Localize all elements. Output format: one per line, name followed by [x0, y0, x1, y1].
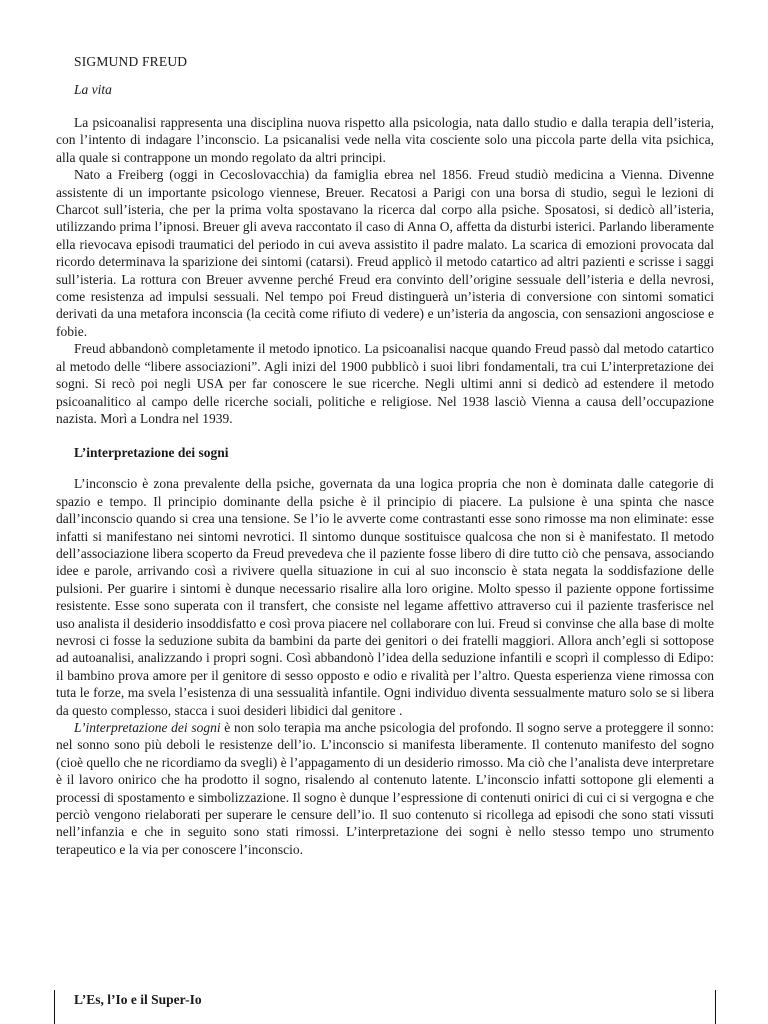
paragraph: La psicoanalisi rappresenta una disciplina nuova rispetto alla psicologia, nata dallo studio e dalla terapia dell’isteria, con l’intento di indagare l’inconscio. La psicanalisi vede nella vita cosciente solo una piccola parte della vita psichica, alla quale si contrappone un mondo regolato da altri principi.	[56, 115, 714, 165]
paragraph-text: è non solo terapia ma anche psicologia del profondo. Il sogno serve a proteggere il sonno: nel sonno sono più deboli le resistenze dell’io. L’inconscio si manifesta liberamente. Il contenuto manifesto del sogno (cioè quello che ne ricordiamo da svegli) è l’appagamento di un desiderio rimosso. Ma ciò che l’analista deve interpretare è il lavoro onirico che ha prodotto il sogno, risalendo al contenuto latente. L’inconscio infatti sottopone gli elementi a processi di spostamento e simbolizzazione. Il sogno è dunque l’espressione di contenuti onirici di cui ci si vergogna e che perciò vengono rielaborati per superare le censure dell’io. Il suo contenuto si ricollega ad episodi che sono stati vissuti nell’infanzia e che in seguito sono stati rimossi. L’interpretazione dei sogni è nello stesso tempo uno strumento terapeutico e la via per conoscere l’inconscio.	[56, 720, 714, 857]
section-interpretazione-body	[56, 475, 714, 858]
paragraph	[56, 719, 714, 858]
frame-left-rule	[54, 990, 55, 1024]
author-title: SIGMUND FREUD	[74, 54, 188, 69]
paragraph: Freud abbandonò completamente il metodo ipnotico. La psicoanalisi nacque quando Freud passò dal metodo catartico al metodo delle “libere associazioni”. Agli inizi del 1900 pubblicò i suoi libri fondamentali, tra cui L’interpretazione dei sogni. Si recò poi negli USA per far conoscere le sue ricerche. Negli ultimi anni si dedicò ad estendere il metodo psicoanalitico al campo delle ricerche sociali, politiche e religiose. Nel 1938 lasciò Vienna a causa dell’occupazione nazista. Morì a Londra nel 1939.	[56, 341, 714, 426]
paragraph: L’inconscio è zona prevalente della psiche, governata da una logica propria che non è dominata dalle categorie di spazio e tempo. Il principio dominante della psiche è il principio di piacere. La pulsione è una spinta che nasce dall’inconscio quando si crea una tensione. Se l’io le avverte come contrastanti esse sono rimosse ma non eliminate: esse infatti si manifestano nei sintomi nevrotici. Il sintomo dunque sostituisce qualcosa che non si è manifestato. Il metodo dell’associazione libera scoperto da Freud prevedeva che il paziente fosse libero di dire tutto ciò che pensava, associando idee e parole, arrivando così a rivivere quella situazione in cui al suo inconscio è stata negata la soddisfazione delle pulsioni. Per guarire i sintomi è dunque necessario risalire alla loro origine. Molto spesso il paziente oppone fortissime resistente. Esse sono superata con il transfert, che consiste nel legame affettivo attraverso cui il paziente trasferisce nel uso analista il desiderio insoddisfatto e così prova piacere nel collaborare con lui. Freud si convinse che alla base di molte nevrosi ci fosse la seduzione subita da bambini da parte dei genitori o dei fratelli maggiori. Allora anch’egli si sottopose ad autoanalisi, analizzando i propri sogni. Così abbandonò l’idea della seduzione infantili e scoprì il complesso di Edipo: il bambino prova amore per il genitore di sesso opposto e odio e rivalità per l’altro. Questa esperienza viene rimossa con tuta le forze, ma svela l’esistenza di una sessualità infantile. Ogni individuo diventa sessualmente maturo solo se si libera da questo complesso, stacca i suoi desideri libidici dal genitore .	[56, 476, 714, 718]
frame-right-rule	[715, 990, 716, 1024]
paragraph: Nato a Freiberg (oggi in Cecoslovacchia) da famiglia ebrea nel 1856. Freud studiò medicina a Vienna. Divenne assistente di un importante psicologo viennese, Breuer. Recatosi a Parigi con una borsa di studio, seguì le lezioni di Charcot sull’isteria, che per la prima volta spostavano la ricerca dal corpo alla psiche. Sposatosi, si dedicò all’isteria, utilizzando prima l’ipnosi. Breuer gli aveva raccontato il caso di Anna O, affetta da disturbi isterici. Parlando liberamente ella rievocava episodi traumatici del periodo in cui aveva assistito il padre malato. La scarica di emozioni provocata dal ricordo determinava la sparizione dei sintomi (catarsi). Freud applicò il metodo catartico ad altri pazienti e scrisse i saggi sull’isteria. La rottura con Breuer avvenne perché Freud era convinto dell’origine sessuale dell’isteria e della nevrosi, come resistenza ad impulsi sessuali. Nel tempo poi Freud distinguerà un’isteria di conversione con sintomi somatici derivati da una metafora inconscia (la cecità come rifiuto di vedere) e un’isteria da angoscia, con sensazioni angosciose e fobie.	[56, 167, 714, 339]
book-title-italic: L’interpretazione dei sogni	[74, 720, 221, 735]
next-section-frame	[54, 990, 716, 1024]
section-title-interpretazione: L’interpretazione dei sogni	[74, 445, 229, 461]
section-la-vita-body	[56, 114, 714, 427]
section-title-es-io-superio: L’Es, l’Io e il Super-Io	[74, 992, 202, 1007]
section-title-la-vita: La vita	[74, 82, 112, 97]
document-page	[56, 52, 714, 858]
